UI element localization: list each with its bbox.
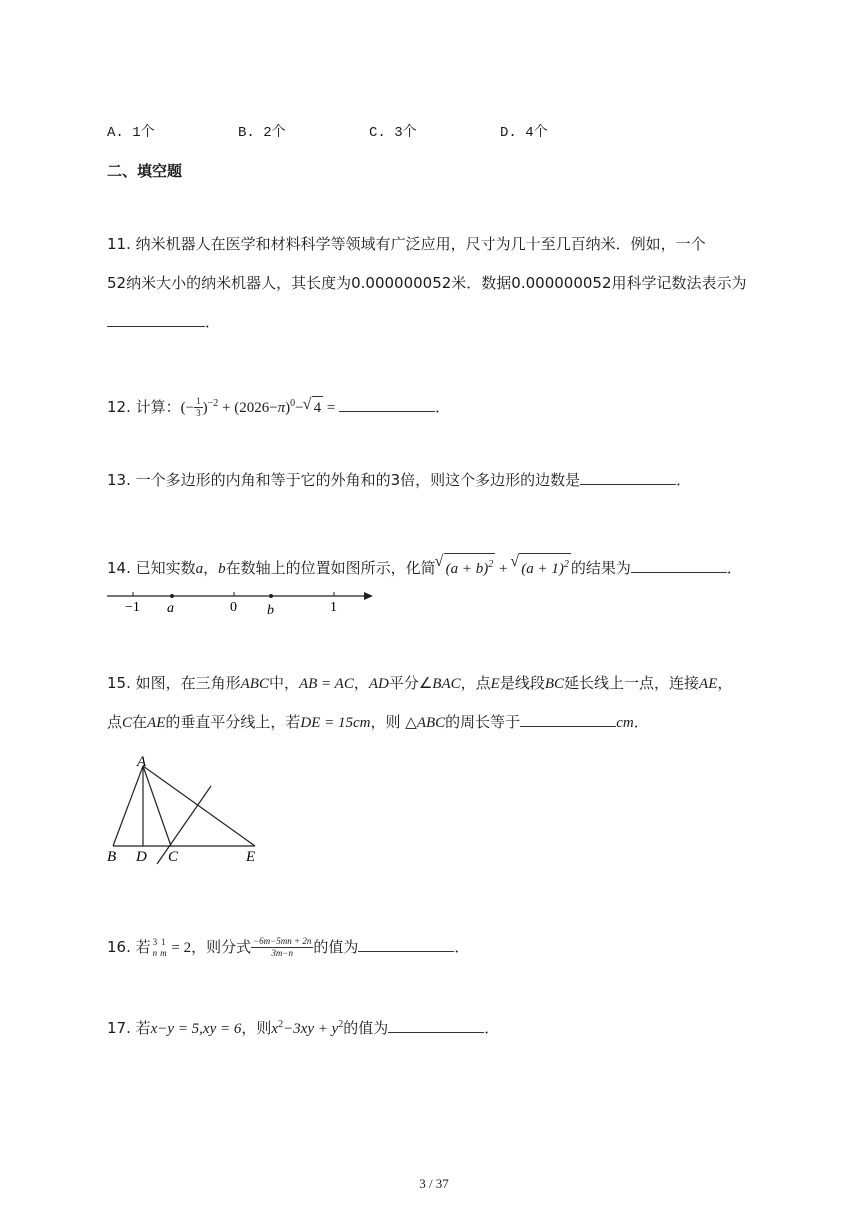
- q12-eq: =: [323, 400, 340, 416]
- t: 15. 如图，在三角形: [107, 674, 241, 692]
- triangle-figure: [105, 752, 265, 870]
- punct: ．: [484, 1019, 500, 1037]
- expr: −3xy + y: [283, 1021, 339, 1037]
- question-11-line-2: 52纳米大小的纳米机器人，其长度为0.000000052米．数据0.000000052用科学记数法表示为: [107, 274, 747, 292]
- t: 的垂直平分线上，若: [165, 713, 301, 731]
- punct: ．: [676, 471, 692, 489]
- t: 在: [132, 713, 148, 731]
- c: C: [122, 715, 133, 731]
- tick-minus-one: −1: [125, 600, 140, 615]
- punct: ．: [205, 313, 221, 331]
- unit: cm: [616, 715, 634, 731]
- answer-blank: [631, 558, 727, 573]
- t: 17. 若: [107, 1019, 151, 1037]
- punct: ．: [726, 559, 742, 577]
- eq: = 2: [167, 940, 192, 956]
- sep: ，: [203, 559, 219, 577]
- option-a: A. 1个: [107, 125, 155, 141]
- var-b: b: [218, 561, 226, 577]
- question-15-line-2: [107, 711, 649, 734]
- question-15-line-1: [107, 672, 732, 695]
- sq: 2: [563, 559, 569, 570]
- t: 的值为: [313, 938, 359, 956]
- x: x: [271, 1021, 279, 1037]
- q12-minus: −: [295, 400, 304, 416]
- punct: ．: [454, 938, 470, 956]
- q14-text1: 14. 已知实数: [107, 559, 196, 577]
- number-line: [105, 588, 375, 618]
- root1-arg: (a + b): [445, 561, 489, 577]
- q14-text2: 在数轴上的位置如图所示，化简: [225, 559, 436, 577]
- t: ，点: [460, 674, 491, 692]
- ae: AE: [147, 715, 166, 731]
- q14-root2: [519, 553, 571, 580]
- t: 的周长等于: [445, 713, 521, 731]
- cond: x−y = 5,xy = 6: [150, 1021, 242, 1037]
- q12-frac-den: 3: [196, 408, 201, 418]
- eq: AB = AC: [298, 676, 354, 692]
- t: ，: [717, 674, 733, 692]
- answer-blank: [107, 312, 205, 327]
- t: 16. 若: [107, 938, 151, 956]
- vertex-e: E: [246, 849, 256, 865]
- q12-mid: + (2026−: [218, 400, 278, 416]
- answer-blank: [520, 712, 616, 727]
- exp: 2: [278, 1019, 284, 1030]
- answer-blank: [388, 1018, 484, 1033]
- q12-close: ): [202, 400, 208, 416]
- q12-close2: ): [285, 400, 291, 416]
- vertex-d: D: [136, 849, 147, 865]
- tick-a: a: [167, 601, 174, 616]
- sq: 2: [488, 559, 494, 570]
- q12-exp1: −2: [207, 398, 219, 409]
- e: E: [490, 676, 500, 692]
- q12-prefix: 12. 计算：: [107, 398, 181, 416]
- page-number: 3 / 37: [419, 1176, 449, 1191]
- den: 3m−n: [271, 948, 293, 958]
- question-16: [107, 936, 469, 959]
- vertex-b: B: [107, 849, 117, 865]
- bac: BAC: [432, 676, 461, 692]
- t: 的值为: [343, 1019, 389, 1037]
- q16-frac2: [159, 937, 168, 959]
- t: 点: [107, 713, 123, 731]
- q16-big-frac: [251, 936, 313, 959]
- section-title: 二、填空题: [107, 162, 183, 180]
- exp: 2: [338, 1019, 344, 1030]
- option-d: D. 4个: [500, 125, 548, 141]
- abc: ABC: [240, 676, 269, 692]
- q14-root1: [444, 553, 496, 580]
- den: n: [152, 947, 158, 958]
- punct: ．: [633, 713, 649, 731]
- q14-text3: 的结果为: [570, 559, 631, 577]
- num: 3: [152, 936, 158, 947]
- q12-sqrt: √ 4: [312, 396, 324, 419]
- t: ，则分式: [191, 938, 252, 956]
- tick-zero: 0: [230, 600, 237, 615]
- q12-exp2: 0: [290, 398, 296, 409]
- t: 延长线上一点，连接: [564, 674, 700, 692]
- t: ，则 △: [370, 713, 417, 731]
- q12-frac-num: 1: [196, 396, 201, 406]
- q13-text: 13. 一个多边形的内角和等于它的外角和的3倍，则这个多边形的边数是: [107, 471, 581, 489]
- t: 是线段: [499, 674, 545, 692]
- q12-pi: π: [277, 400, 286, 416]
- question-11-line-1: 11. 纳米机器人在医学和材料科学等领域有广泛应用，尺寸为几十至几百纳米．例如，一个: [107, 235, 706, 253]
- vertex-c: C: [168, 849, 179, 865]
- t: ，则: [241, 1019, 272, 1037]
- plus: +: [495, 561, 512, 577]
- option-b: B. 2个: [238, 125, 286, 141]
- num: 1: [161, 936, 166, 947]
- den: m: [160, 947, 167, 958]
- answer-blank: [339, 397, 435, 412]
- cm: cm: [353, 715, 371, 731]
- ad: AD: [368, 676, 389, 692]
- ae: AE: [699, 676, 718, 692]
- t: 中，: [268, 674, 299, 692]
- q16-frac1: [151, 937, 160, 959]
- var-a: a: [195, 561, 204, 577]
- q12-fraction: [194, 396, 203, 419]
- de: DE = 15: [300, 715, 354, 731]
- question-11-answer: [107, 311, 220, 333]
- tick-one: 1: [330, 600, 337, 615]
- answer-blank: [580, 470, 676, 485]
- root2-arg: (a + 1): [521, 561, 564, 577]
- question-12: [107, 393, 450, 419]
- tick-b: b: [267, 603, 274, 618]
- bc: BC: [544, 676, 565, 692]
- t: 平分∠: [388, 674, 433, 692]
- vertex-a: A: [137, 754, 147, 770]
- punct: ．: [435, 398, 451, 416]
- answer-blank: [358, 937, 454, 952]
- question-13: [107, 469, 691, 491]
- option-c: C. 3个: [369, 125, 417, 141]
- question-14: [107, 553, 742, 580]
- num: −6m−5mn + 2n: [253, 936, 312, 946]
- t: ，: [353, 674, 369, 692]
- question-17: [107, 1014, 499, 1040]
- abc: ABC: [416, 715, 446, 731]
- q12-open: (−: [180, 400, 195, 416]
